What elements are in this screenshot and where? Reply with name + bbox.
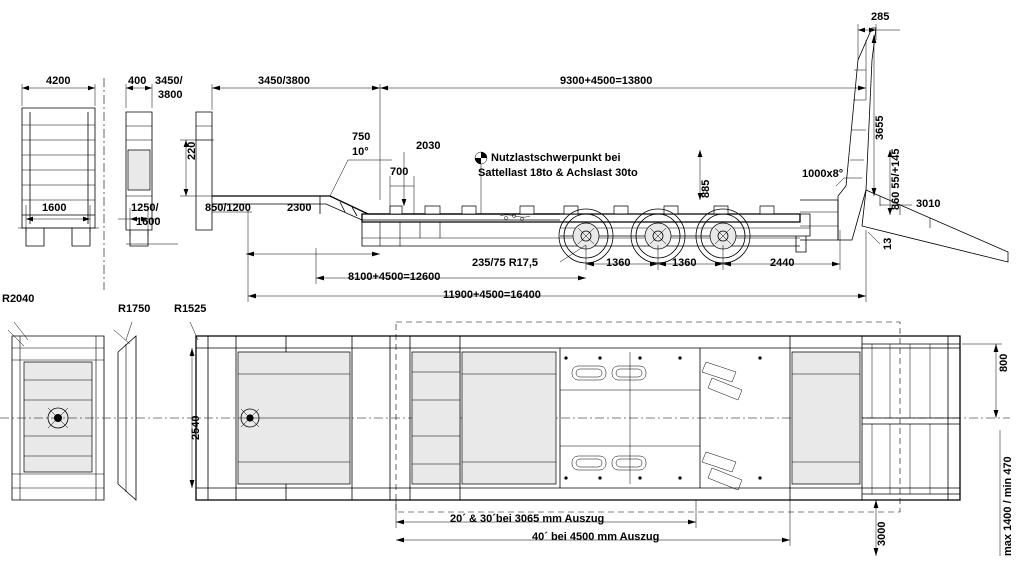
dim-800: 800 xyxy=(998,353,1010,372)
dim-850-1200: 850/1200 xyxy=(205,202,251,214)
note-40-ft: 40´ bei 4500 mm Auszug xyxy=(532,531,660,543)
dim-2440: 2440 xyxy=(770,257,795,269)
dim-13: 13 xyxy=(882,237,894,250)
dim-3655: 3655 xyxy=(874,115,886,140)
dim-1000x8: 1000x8° xyxy=(802,168,844,180)
dim-885: 885 xyxy=(700,179,712,198)
dim-10-degree: 10° xyxy=(352,146,369,158)
dim-750: 750 xyxy=(352,131,371,143)
payload-cog-symbol xyxy=(475,152,487,214)
dim-700: 700 xyxy=(390,166,409,178)
dim-9300-4500: 9300+4500=13800 xyxy=(560,75,653,87)
dim-220: 220 xyxy=(186,141,198,160)
dim-4200: 4200 xyxy=(46,75,71,87)
dim-r1525: R1525 xyxy=(174,303,207,315)
dim-1360-b: 1360 xyxy=(672,257,697,269)
dim-3010: 3010 xyxy=(916,198,941,210)
dim-3450-3800-a: 3450/ xyxy=(155,75,183,87)
dim-1600: 1600 xyxy=(42,202,67,214)
note-payload-cog-line2: Sattellast 18to & Achslast 30to xyxy=(478,167,638,179)
dim-2300: 2300 xyxy=(287,202,312,214)
dim-2030: 2030 xyxy=(416,140,441,152)
dim-285: 285 xyxy=(871,11,890,23)
dim-3450-3800-b: 3800 xyxy=(158,89,183,101)
note-20-30-ft: 20´ & 30´bei 3065 mm Auszug xyxy=(450,513,605,525)
dim-2540: 2540 xyxy=(190,415,202,440)
dim-11900-4500: 11900+4500=16400 xyxy=(443,289,541,301)
dim-860: 860 55/+145 xyxy=(890,148,902,210)
dim-3000: 3000 xyxy=(876,521,888,546)
dim-r1750: R1750 xyxy=(118,303,151,315)
dim-max-1400-min-470: max 1400 / min 470 xyxy=(1002,456,1014,556)
dim-r2040: R2040 xyxy=(2,293,35,305)
dim-1250: 1250/ xyxy=(131,202,159,214)
front-view-left xyxy=(18,78,104,290)
dim-8100-4500: 8100+4500=12600 xyxy=(348,271,441,283)
side-view-main xyxy=(196,28,1008,263)
dim-1600-b: 1600 xyxy=(136,216,161,228)
dim-1360-a: 1360 xyxy=(606,257,631,269)
dim-400: 400 xyxy=(128,75,147,87)
note-payload-cog-line1: Nutzlastschwerpunkt bei xyxy=(491,152,621,164)
dim-tyre-size: 235/75 R17,5 xyxy=(472,257,539,269)
dim-3450-3800-top: 3450/3800 xyxy=(258,75,310,87)
